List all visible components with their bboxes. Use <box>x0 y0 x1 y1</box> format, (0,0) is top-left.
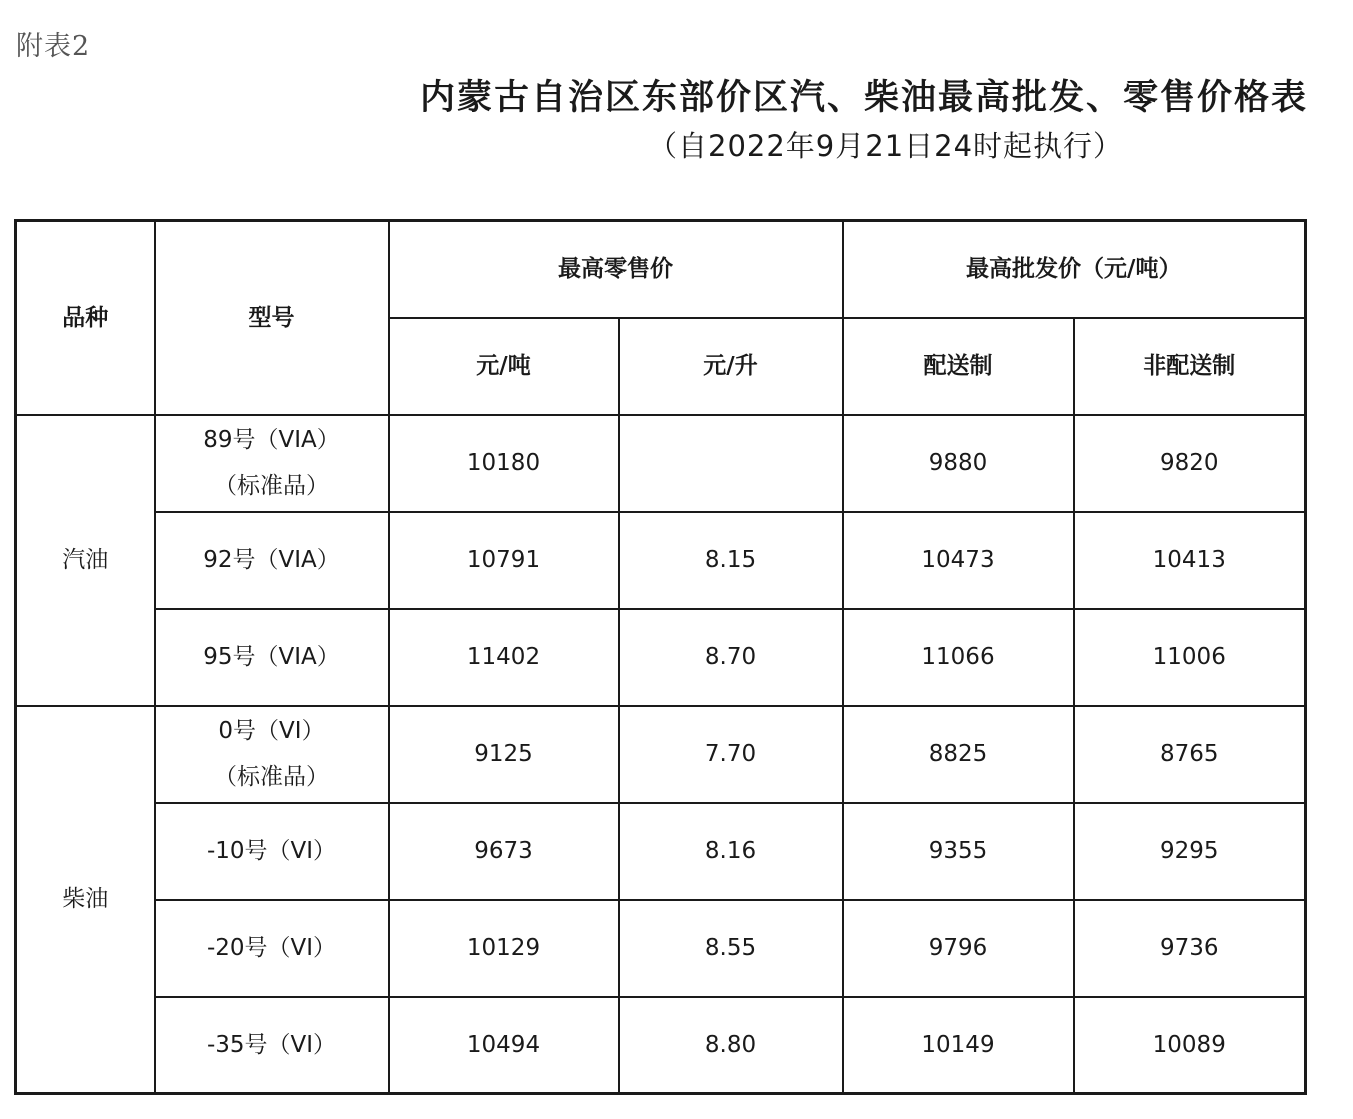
retail-ton-cell: 10494 <box>389 997 619 1094</box>
header-retail: 最高零售价 <box>389 221 843 318</box>
model-cell <box>155 706 389 803</box>
header-yuan-per-liter: 元/升 <box>619 318 843 415</box>
variety-cell: 柴油 <box>16 706 155 1094</box>
retail-ton-cell: 10129 <box>389 900 619 997</box>
variety-cell: 汽油 <box>16 415 155 706</box>
retail-ton-cell: 9125 <box>389 706 619 803</box>
model-cell <box>155 415 389 512</box>
header-delivery: 配送制 <box>843 318 1074 415</box>
model-cell: 92号（VIA） <box>155 512 389 609</box>
retail-ton-cell: 10791 <box>389 512 619 609</box>
non-delivery-cell: 11006 <box>1074 609 1306 706</box>
delivery-cell: 10473 <box>843 512 1074 609</box>
model-cell: 95号（VIA） <box>155 609 389 706</box>
header-model: 型号 <box>155 221 389 415</box>
price-table <box>14 219 1307 1095</box>
retail-liter-cell: 8.80 <box>619 997 843 1094</box>
header-wholesale: 最高批发价（元/吨） <box>843 221 1306 318</box>
header-yuan-per-ton: 元/吨 <box>389 318 619 415</box>
page-title: 内蒙古自治区东部价区汽、柴油最高批发、零售价格表 <box>420 77 1309 118</box>
header-variety: 品种 <box>16 221 155 415</box>
retail-ton-cell: 11402 <box>389 609 619 706</box>
retail-liter-cell: 8.70 <box>619 609 843 706</box>
table-row <box>16 803 1306 900</box>
header-non-delivery: 非配送制 <box>1074 318 1306 415</box>
table-row <box>16 706 1306 803</box>
delivery-cell: 9796 <box>843 900 1074 997</box>
retail-liter-cell: 8.15 <box>619 512 843 609</box>
model-cell: -35号（VI） <box>155 997 389 1094</box>
table-row <box>16 415 1306 512</box>
delivery-cell: 11066 <box>843 609 1074 706</box>
non-delivery-cell: 8765 <box>1074 706 1306 803</box>
effective-date-subtitle: （自2022年9月21日24时起执行） <box>648 129 1124 163</box>
table-row <box>16 900 1306 997</box>
model-label: 89号（VIA） <box>203 427 340 453</box>
model-cell: -20号（VI） <box>155 900 389 997</box>
header-row-1 <box>16 221 1306 318</box>
retail-ton-cell: 10180 <box>389 415 619 512</box>
delivery-cell: 10149 <box>843 997 1074 1094</box>
non-delivery-cell: 9820 <box>1074 415 1306 512</box>
retail-liter-cell: 8.16 <box>619 803 843 900</box>
appendix-label: 附表2 <box>16 31 91 62</box>
non-delivery-cell: 10413 <box>1074 512 1306 609</box>
retail-liter-cell <box>619 415 843 512</box>
model-note: （标准品） <box>214 764 329 790</box>
non-delivery-cell: 9736 <box>1074 900 1306 997</box>
delivery-cell: 8825 <box>843 706 1074 803</box>
table-row <box>16 512 1306 609</box>
model-label: 0号（VI） <box>218 718 325 744</box>
table-row <box>16 997 1306 1094</box>
non-delivery-cell: 9295 <box>1074 803 1306 900</box>
model-note: （标准品） <box>214 473 329 499</box>
retail-liter-cell: 7.70 <box>619 706 843 803</box>
delivery-cell: 9880 <box>843 415 1074 512</box>
table-row <box>16 609 1306 706</box>
non-delivery-cell: 10089 <box>1074 997 1306 1094</box>
model-cell: -10号（VI） <box>155 803 389 900</box>
delivery-cell: 9355 <box>843 803 1074 900</box>
retail-ton-cell: 9673 <box>389 803 619 900</box>
retail-liter-cell: 8.55 <box>619 900 843 997</box>
